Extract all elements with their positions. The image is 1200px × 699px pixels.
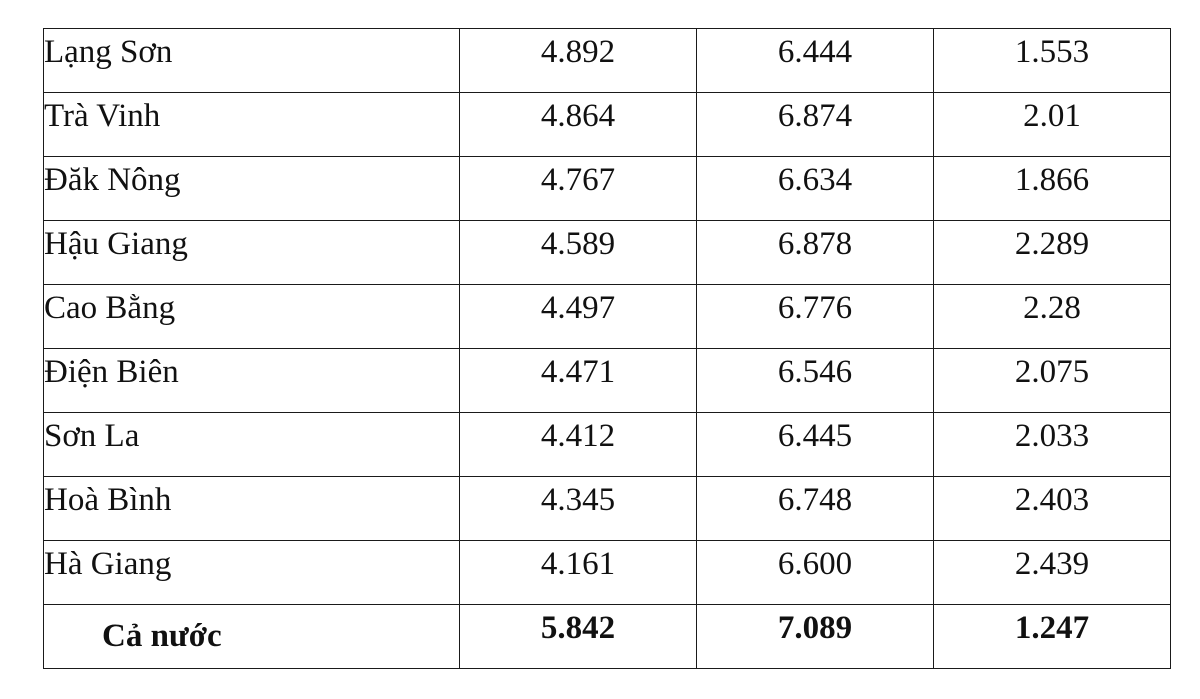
value-col-2: 4.767 [540,162,616,198]
value-cell-col-4 [934,221,1171,285]
value-col-3: 6.444 [777,34,853,70]
table-row [44,477,1171,541]
value-cell-col-2 [460,477,697,541]
total-value-col-4: 1.247 [1014,610,1090,646]
province-name-cell [44,29,460,93]
value-cell-col-3 [697,221,934,285]
province-name: Hoà Bình [44,482,172,518]
table-row [44,349,1171,413]
value-col-3: 6.600 [777,546,853,582]
table-row [44,413,1171,477]
value-cell-col-3 [697,477,934,541]
value-col-3: 6.546 [777,354,853,390]
total-value-col-2: 5.842 [540,610,616,646]
value-cell-col-2 [460,29,697,93]
value-cell-col-4 [934,285,1171,349]
value-col-3: 6.748 [777,482,853,518]
value-cell-col-2 [460,541,697,605]
value-cell-col-2 [460,413,697,477]
province-name-cell [44,285,460,349]
table-row [44,157,1171,221]
value-cell-col-3 [697,349,934,413]
value-col-4: 2.033 [1014,418,1090,454]
value-col-2: 4.471 [540,354,616,390]
value-cell-col-4 [934,477,1171,541]
value-cell-col-2 [460,221,697,285]
value-cell-col-3 [697,93,934,157]
total-value-col-3: 7.089 [777,610,853,646]
province-name: Trà Vinh [44,98,161,134]
value-cell-col-4 [934,349,1171,413]
province-name-cell [44,221,460,285]
total-value-cell-col-2 [460,605,697,669]
province-name: Cao Bằng [44,290,176,326]
value-col-2: 4.345 [540,482,616,518]
province-name: Lạng Sơn [44,34,173,70]
value-col-4: 2.01 [1023,98,1081,134]
value-cell-col-3 [697,541,934,605]
value-cell-col-3 [697,413,934,477]
province-name-cell [44,349,460,413]
value-col-3: 6.874 [777,98,853,134]
value-cell-col-2 [460,157,697,221]
province-name-cell [44,413,460,477]
table-row [44,221,1171,285]
value-col-2: 4.497 [540,290,616,326]
value-col-4: 1.553 [1014,34,1090,70]
value-cell-col-3 [697,29,934,93]
value-cell-col-4 [934,29,1171,93]
table-row [44,29,1171,93]
value-col-3: 6.878 [777,226,853,262]
province-name: Điện Biên [44,354,179,390]
value-col-2: 4.161 [540,546,616,582]
total-label: Cả nước [102,618,222,654]
value-col-4: 2.28 [1023,290,1081,326]
table-row [44,541,1171,605]
value-cell-col-3 [697,157,934,221]
value-col-4: 2.289 [1014,226,1090,262]
province-data-table [43,28,1171,669]
value-col-2: 4.864 [540,98,616,134]
value-cell-col-4 [934,541,1171,605]
province-name-cell [44,477,460,541]
total-value-cell-col-4 [934,605,1171,669]
province-name-cell [44,157,460,221]
value-col-3: 6.445 [777,418,853,454]
value-cell-col-4 [934,157,1171,221]
value-cell-col-2 [460,285,697,349]
province-name-cell [44,541,460,605]
value-col-4: 1.866 [1014,162,1090,198]
value-cell-col-3 [697,285,934,349]
total-label-cell [44,605,460,669]
province-name: Sơn La [44,418,140,454]
total-value-cell-col-3 [697,605,934,669]
value-col-2: 4.412 [540,418,616,454]
table-row [44,93,1171,157]
table-row [44,285,1171,349]
value-col-3: 6.634 [777,162,853,198]
value-col-3: 6.776 [777,290,853,326]
value-col-2: 4.892 [540,34,616,70]
value-cell-col-4 [934,413,1171,477]
value-cell-col-2 [460,349,697,413]
value-cell-col-2 [460,93,697,157]
value-cell-col-4 [934,93,1171,157]
value-col-4: 2.403 [1014,482,1090,518]
value-col-4: 2.439 [1014,546,1090,582]
total-row [44,605,1171,669]
value-col-4: 2.075 [1014,354,1090,390]
province-name: Hậu Giang [44,226,188,262]
value-col-2: 4.589 [540,226,616,262]
province-name: Hà Giang [44,546,172,582]
province-name-cell [44,93,460,157]
province-name: Đăk Nông [44,162,181,198]
